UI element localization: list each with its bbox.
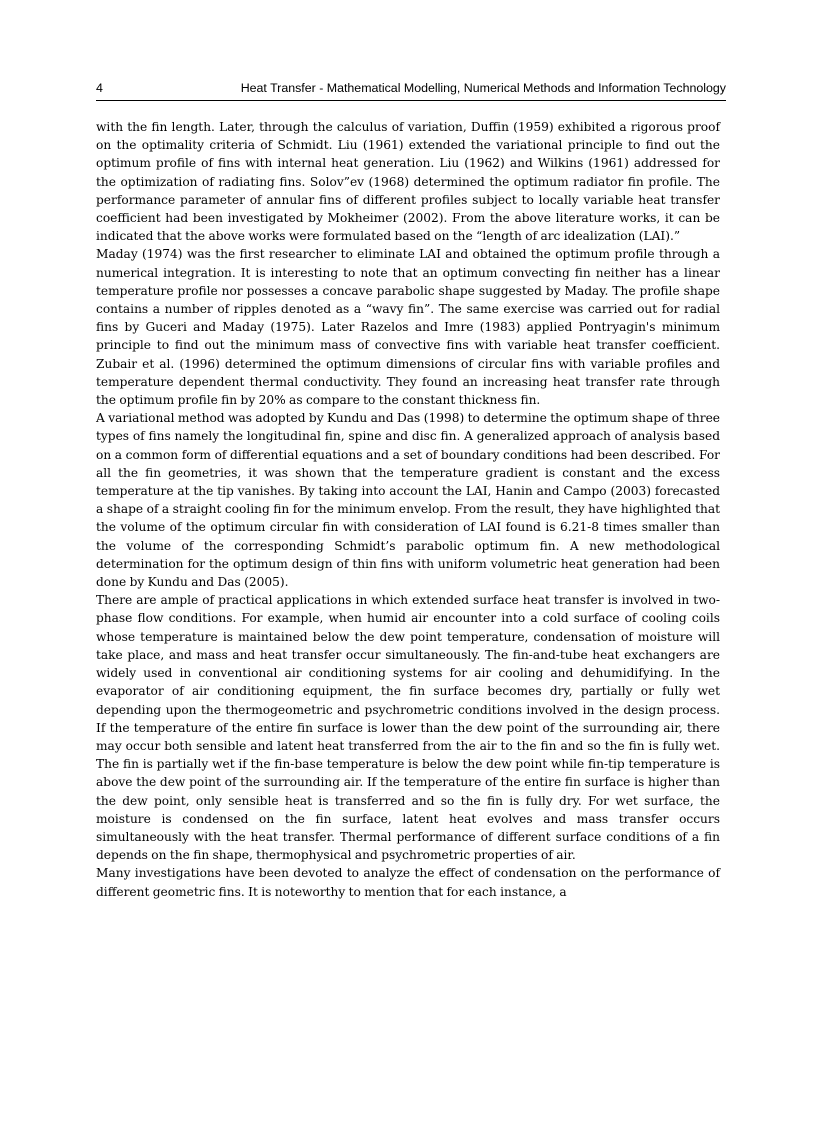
paragraph-maday-wavy-fin: Maday (1974) was the first researcher to eliminate LAI and obtained the optimum profile through a numerical integration. It is interesting to note that an optimum convecting fin neither has a linear temperature profile nor possesses a concave parabolic shape suggested by Maday. The profile shape contains a number of ripples denoted as a “wavy fin”. The same exercise was carried out for radial fins by Guceri and Maday (1975). Later Razelos and Imre (1983) applied Pontryagin's minimum principle to find out the minimum mass of convective fins with variable heat transfer coefficient. Zubair et al. (1996) determined the optimum dimensions of circular fins with variable profiles and temperature dependent thermal conductivity. They found an increasing heat transfer rate through the optimum profile fin by 20% as compare to the constant thickness fin. (96, 247, 720, 408)
paragraph-fin-optimization-history: with the fin length. Later, through the calculus of variation, Duffin (1959) exhibited a rigorous proof on the optimality criteria of Schmidt. Liu (1961) extended the variational principle to find out the optimum profile of fins with internal heat generation. Liu (1962) and Wilkins (1961) addressed for the optimization of radiating fins. Solov”ev (1968) determined the optimum radiator fin profile. The performance parameter of annular fins of different profiles subject to locally variable heat transfer coefficient had been investigated by Mokheimer (2002). From the above literature works, it can be indicated that the above works were formulated based on the “length of arc idealization (LAI).” (96, 120, 720, 244)
book-title: Heat Transfer - Mathematical Modelling, Numerical Methods and Information Technology (240, 81, 726, 95)
running-header (96, 80, 726, 101)
body-text (96, 118, 720, 901)
paragraph-variational-method: A variational method was adopted by Kundu and Das (1998) to determine the optimum shape of three types of fins namely the longitudinal fin, spine and disc fin. A generalized approach of analysis based on a common form of differential equations and a set of boundary conditions had been described. For all the fin geometries, it was shown that the temperature gradient is constant and the excess temperature at the tip vanishes. By taking into account the LAI, Hanin and Campo (2003) forecasted a shape of a straight cooling fin for the minimum envelop. From the result, they have highlighted that the volume of the optimum circular fin with consideration of LAI found is 6.21-8 times smaller than the volume of the corresponding Schmidt’s parabolic optimum fin. A new methodological determination for the optimum design of thin fins with uniform volumetric heat generation had been done by Kundu and Das (2005). (96, 411, 720, 590)
paragraph-condensation-investigations: Many investigations have been devoted to analyze the effect of condensation on the performance of different geometric fins. It is noteworthy to mention that for each instance, a (96, 866, 720, 899)
page-number: 4 (96, 81, 103, 95)
paragraph-two-phase-flow: There are ample of practical applications in which extended surface heat transfer is involved in two-phase flow conditions. For example, when humid air encounter into a cold surface of cooling coils whose temperature is maintained below the dew point temperature, condensation of moisture will take place, and mass and heat transfer occur simultaneously. The fin-and-tube heat exchangers are widely used in conventional air conditioning systems for air cooling and dehumidifying. In the evaporator of air conditioning equipment, the fin surface becomes dry, partially or fully wet depending upon the thermogeometric and psychrometric conditions involved in the design process. If the temperature of the entire fin surface is lower than the dew point of the surrounding air, there may occur both sensible and latent heat transferred from the air to the fin and so the fin is fully wet. The fin is partially wet if the fin-base temperature is below the dew point while fin-tip temperature is above the dew point of the surrounding air. If the temperature of the entire fin surface is higher than the dew point, only sensible heat is transferred and so the fin is fully dry. For wet surface, the moisture is condensed on the fin surface, latent heat evolves and mass transfer occurs simultaneously with the heat transfer. Thermal performance of different surface conditions of a fin depends on the fin shape, thermophysical and psychrometric properties of air. (96, 593, 720, 863)
